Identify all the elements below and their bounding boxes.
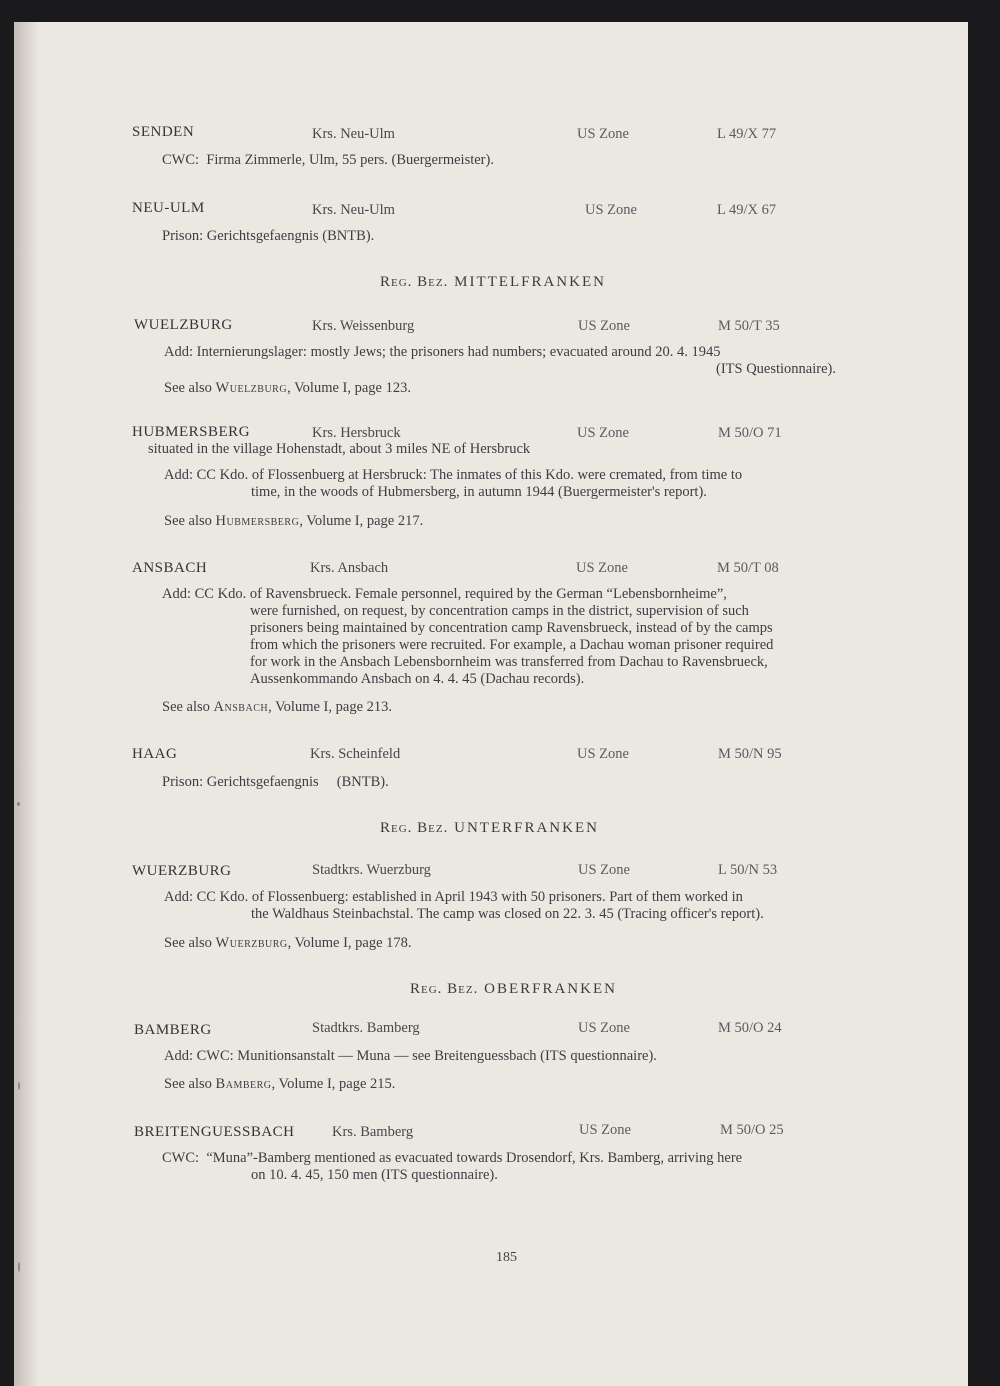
entry-note-breitenguessbach-1 [162, 1150, 742, 1167]
entry-note-senden [162, 152, 494, 169]
entry-place-neu-ulm: NEU-ULM [132, 200, 205, 216]
entry-kreis-breitenguessbach: Krs. Bamberg [332, 1124, 414, 1140]
see-also-ref: , Volume I, page 123. [287, 380, 411, 396]
entry-zone-wuerzburg: US Zone [578, 862, 630, 878]
entry-zone-haag: US Zone [577, 746, 629, 762]
note-text: Firma Zimmerle, Ulm, 55 pers. (Buergermeister). [206, 152, 494, 168]
entry-location-hubmersberg: situated in the village Hohenstadt, about 3 miles NE of Hersbruck [148, 441, 531, 457]
entry-see-also-ansbach [162, 699, 392, 716]
note-tail: (BNTB). [336, 774, 389, 790]
entry-kreis-wuerzburg: Stadtkrs. Wuerzburg [312, 862, 431, 878]
entry-kreis-bamberg: Stadtkrs. Bamberg [312, 1020, 420, 1036]
entry-note-wuelzburg-1: Add: Internierungslager: mostly Jews; the prisoners had numbers; evacuated around 20. 4. 1945 [164, 344, 721, 360]
entry-note-breitenguessbach-2: on 10. 4. 45, 150 men (ITS questionnaire). [251, 1167, 498, 1183]
region-heading-mittelfranken-text [380, 274, 606, 291]
see-also-label: See also [164, 513, 212, 529]
entry-zone-breitenguessbach: US Zone [579, 1122, 631, 1138]
entry-grid-hubmersberg: M 50/O 71 [718, 425, 782, 441]
entry-place-bamberg: BAMBERG [134, 1022, 212, 1038]
entry-zone-bamberg: US Zone [578, 1020, 630, 1036]
entry-zone-wuelzburg: US Zone [578, 318, 630, 334]
entry-note-wuerzburg-1: Add: CC Kdo. of Flossenbuerg: established in April 1943 with 50 prisoners. Part of them worked in [164, 889, 743, 905]
entry-place-ansbach: ANSBACH [132, 560, 208, 576]
entry-note-neu-ulm: Prison: Gerichtsgefaengnis (BNTB). [162, 228, 375, 244]
entry-note-hubmersberg-2: time, in the woods of Hubmersberg, in autumn 1944 (Buergermeister's report). [251, 484, 707, 500]
entry-grid-wuelzburg: M 50/T 35 [718, 318, 780, 334]
entry-see-also-wuerzburg [164, 935, 412, 952]
note-label: CWC: [162, 152, 200, 168]
scan-speck [18, 1262, 20, 1272]
entry-see-also-hubmersberg [164, 513, 423, 530]
entry-note-ansbach-6: Aussenkommando Ansbach on 4. 4. 45 (Dachau records). [250, 671, 585, 687]
binding-shadow [14, 22, 38, 1386]
region-abbr: Reg. Bez. [380, 274, 449, 290]
see-also-ref: , Volume I, page 178. [287, 935, 412, 951]
entry-place-senden: SENDEN [132, 124, 195, 140]
entry-note-hubmersberg-1: Add: CC Kdo. of Flossenbuerg at Hersbruck: The inmates of this Kdo. were cremated, from time to [164, 467, 743, 483]
scan-speck [17, 802, 20, 806]
entry-note-bamberg: Add: CWC: Munitionsanstalt — Muna — see Breitenguessbach (ITS questionnaire). [164, 1048, 657, 1064]
see-also-label: See also [164, 1076, 212, 1092]
entry-note-ansbach-2: were furnished, on request, by concentration camps in the district, supervision of such [250, 603, 749, 619]
see-also-ref: , Volume I, page 217. [299, 513, 424, 529]
entry-place-wuerzburg: WUERZBURG [132, 863, 232, 879]
document-page [14, 22, 968, 1386]
note-label: CWC: [162, 1150, 200, 1166]
entry-note-ansbach-3: prisoners being maintained by concentration camp Ravensbrueck, instead of by the camps [250, 620, 773, 636]
note-text: “Muna”-Bamberg mentioned as evacuated towards Drosendorf, Krs. Bamberg, arriving here [206, 1150, 743, 1166]
entry-zone-ansbach: US Zone [576, 560, 628, 576]
entry-note-ansbach-4: from which the prisoners were recruited. For example, a Dachau woman prisoner required [250, 637, 774, 653]
entry-see-also-bamberg [164, 1076, 395, 1093]
entry-place-breitenguessbach: BREITENGUESSBACH [134, 1124, 295, 1140]
entry-grid-breitenguessbach: M 50/O 25 [720, 1122, 784, 1138]
entry-grid-haag: M 50/N 95 [718, 746, 782, 762]
entry-note-ansbach-1: Add: CC Kdo. of Ravensbrueck. Female personnel, required by the German “Lebensbornheime”, [162, 586, 727, 602]
entry-place-hubmersberg: HUBMERSBERG [132, 424, 251, 440]
region-name: MITTELFRANKEN [454, 274, 606, 290]
region-heading-oberfranken [410, 981, 617, 998]
entry-kreis-ansbach: Krs. Ansbach [310, 560, 389, 576]
see-also-name: Wuelzburg [215, 380, 288, 396]
entry-kreis-neu-ulm: Krs. Neu-Ulm [312, 202, 395, 218]
see-also-name: Bamberg [215, 1076, 272, 1092]
entry-kreis-senden: Krs. Neu-Ulm [312, 126, 395, 142]
entry-place-wuelzburg: WUELZBURG [134, 317, 233, 333]
entry-kreis-wuelzburg: Krs. Weissenburg [312, 318, 415, 334]
see-also-label: See also [164, 935, 212, 951]
entry-grid-neu-ulm: L 49/X 67 [717, 202, 777, 218]
entry-note-ansbach-5: for work in the Ansbach Lebensbornheim was transferred from Dachau to Ravensbrueck, [250, 654, 768, 670]
see-also-ref: , Volume I, page 213. [268, 699, 393, 715]
see-also-label: See also [164, 380, 212, 396]
entry-zone-senden: US Zone [577, 126, 629, 142]
entry-kreis-haag: Krs. Scheinfeld [310, 746, 401, 762]
see-also-name: Wuerzburg [215, 935, 288, 951]
region-heading-unterfranken [380, 820, 599, 837]
page-number: 185 [496, 1250, 517, 1265]
entry-note-wuelzburg-2: (ITS Questionnaire). [716, 361, 836, 377]
entry-grid-senden: L 49/X 77 [717, 126, 777, 142]
region-abbr: Reg. Bez. [410, 981, 479, 997]
see-also-label: See also [162, 699, 210, 715]
region-abbr: Reg. Bez. [380, 820, 449, 836]
see-also-name: Hubmersberg [215, 513, 300, 529]
entry-kreis-hubmersberg: Krs. Hersbruck [312, 425, 401, 441]
note-text: Gerichtsgefaengnis [206, 774, 319, 790]
note-label: Prison: [162, 774, 204, 790]
entry-zone-hubmersberg: US Zone [577, 425, 629, 441]
entry-grid-ansbach: M 50/T 08 [717, 560, 779, 576]
entry-place-haag: HAAG [132, 746, 178, 762]
entry-see-also-wuelzburg [164, 380, 411, 397]
entry-zone-neu-ulm: US Zone [585, 202, 637, 218]
entry-note-haag [162, 774, 389, 791]
region-name: UNTERFRANKEN [454, 820, 599, 836]
entry-note-wuerzburg-2: the Waldhaus Steinbachstal. The camp was closed on 22. 3. 45 (Tracing officer's report). [251, 906, 764, 922]
region-name: OBERFRANKEN [484, 981, 617, 997]
see-also-ref: , Volume I, page 215. [271, 1076, 396, 1092]
entry-grid-wuerzburg: L 50/N 53 [718, 862, 778, 878]
scan-speck [18, 1082, 20, 1090]
see-also-name: Ansbach [213, 699, 269, 715]
entry-grid-bamberg: M 50/O 24 [718, 1020, 782, 1036]
